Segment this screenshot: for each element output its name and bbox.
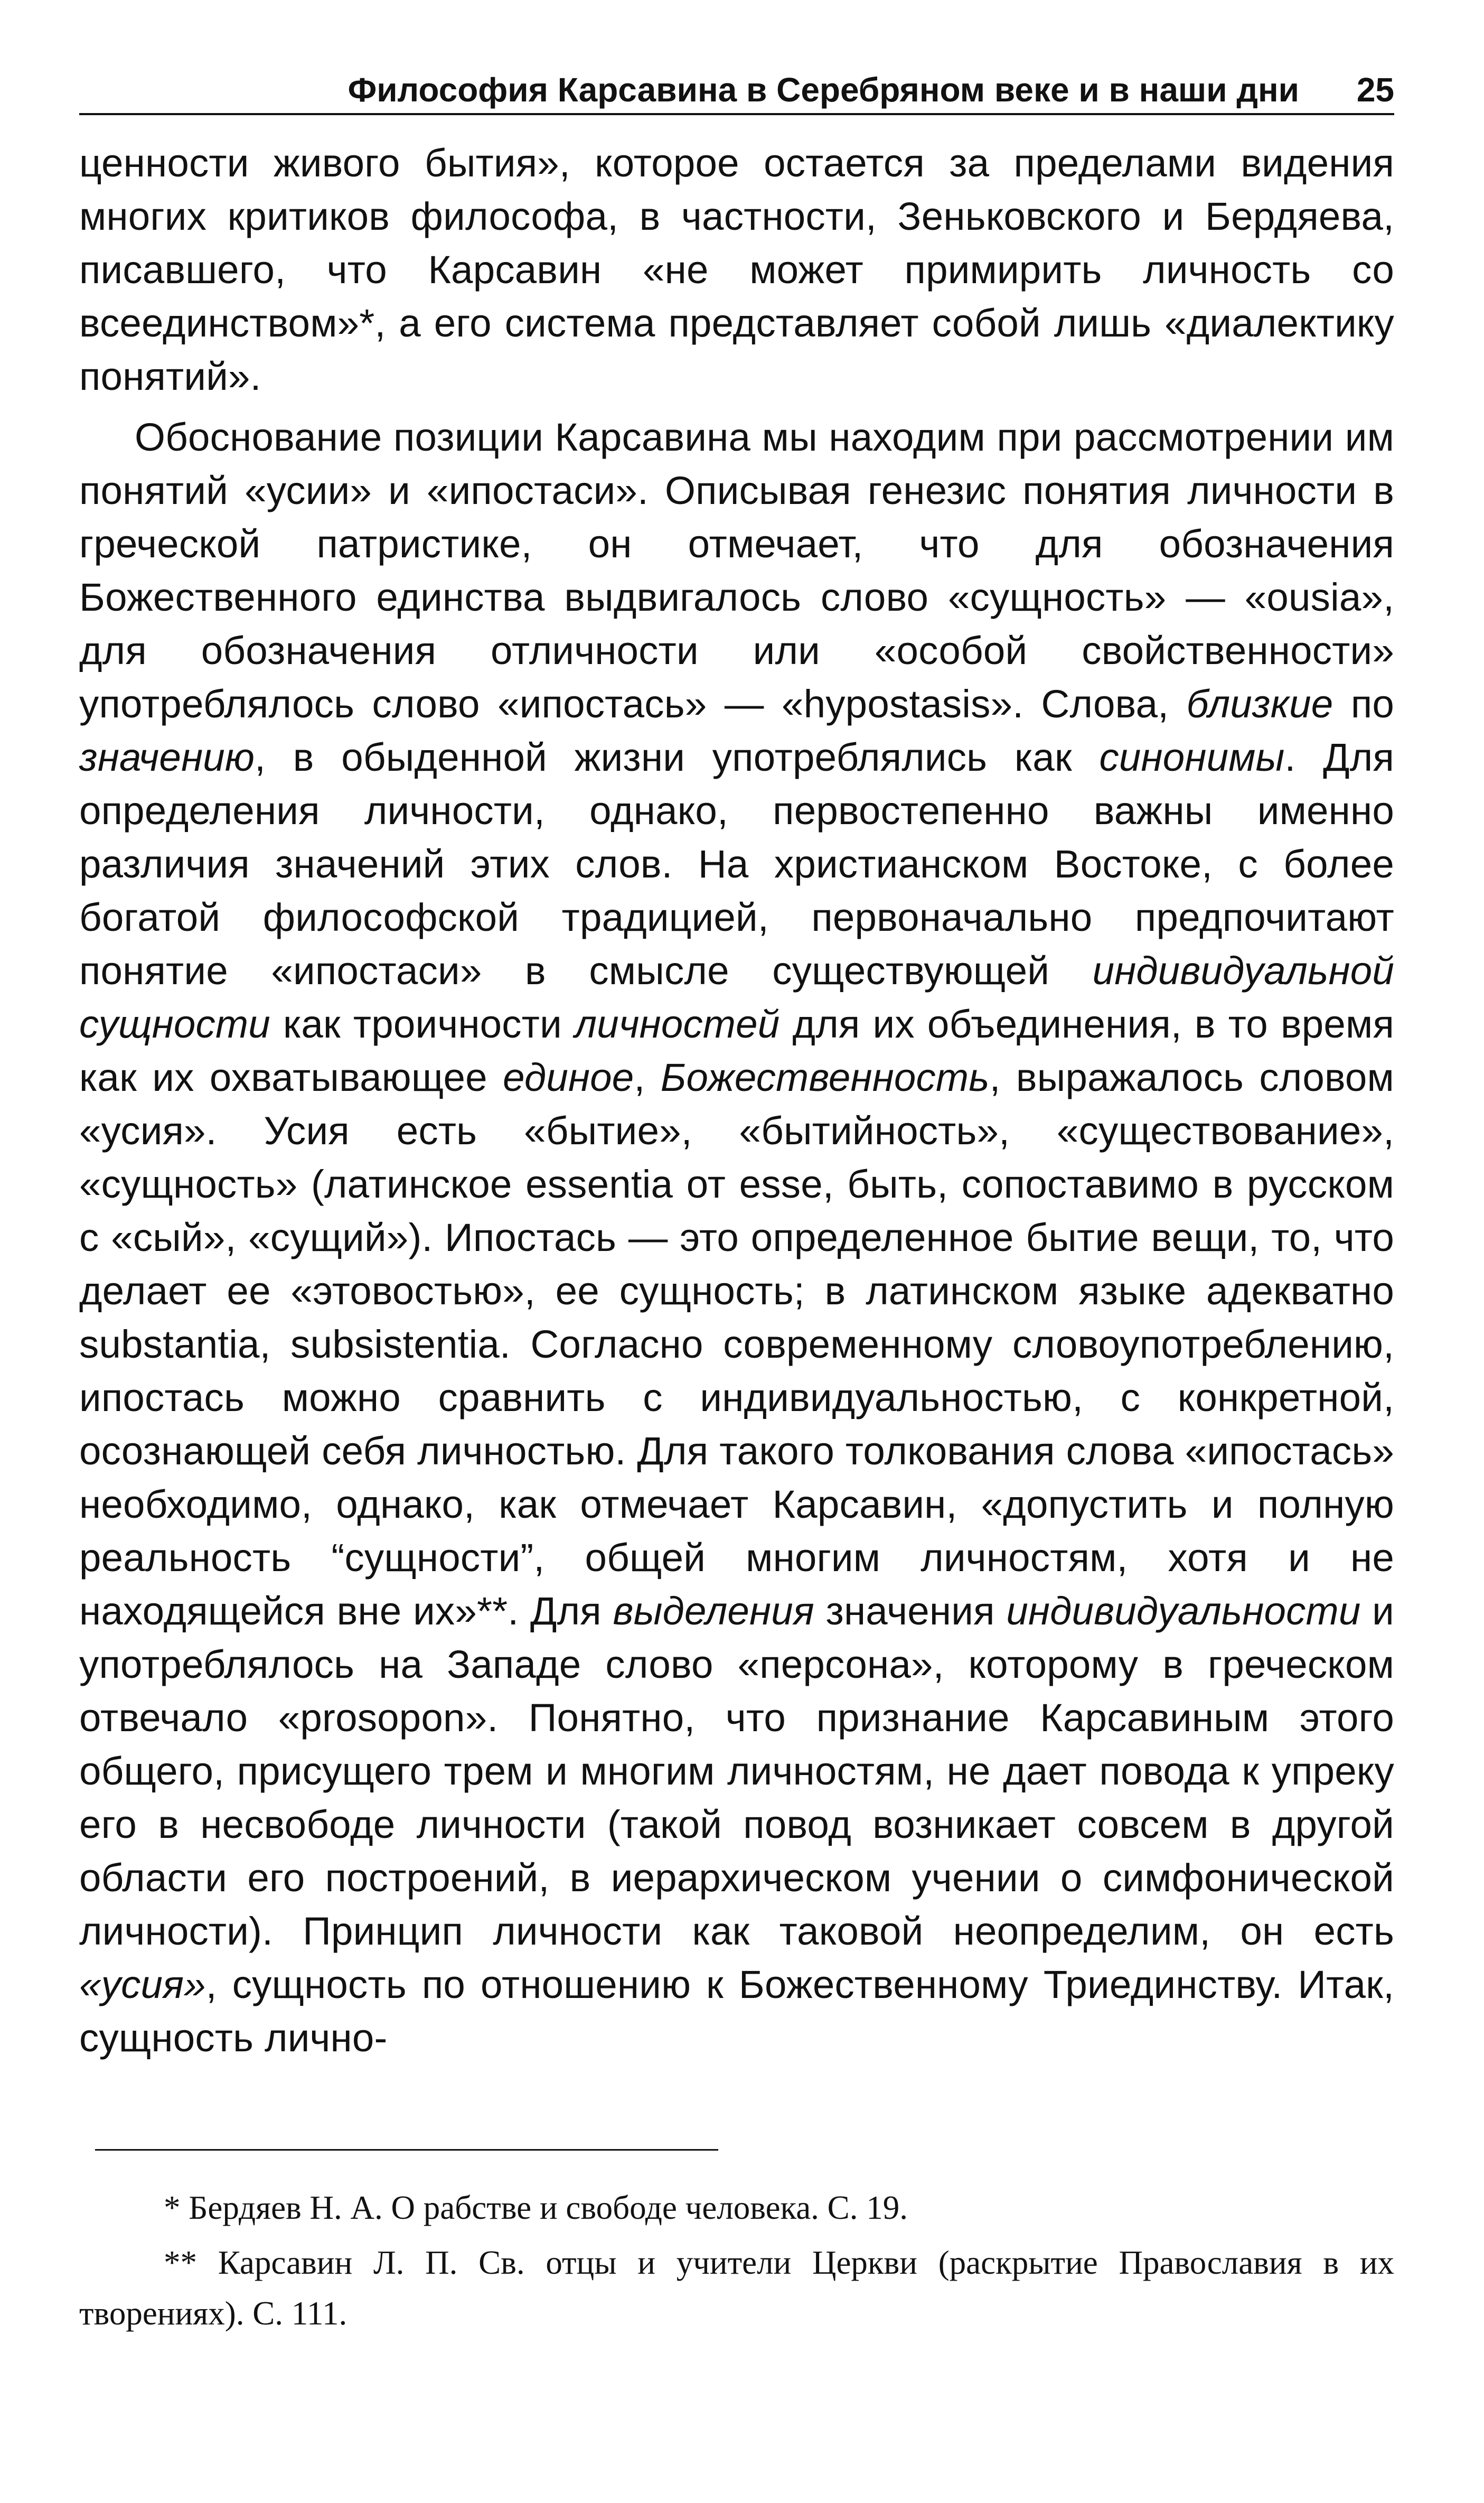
body-text [79, 136, 1394, 2065]
text-run: , в обыденной жизни употреблялись как [255, 735, 1100, 779]
footnote-rule [95, 2149, 718, 2151]
running-header [79, 58, 1394, 116]
text-run: и употреблялось на Западе слово «персона», которому в греческом отвечало «prosopon». Понятно, что признание Карсавиным этого общего, присущего трем и многим личностям, не дает повода к упреку его в несвободе личности (такой повод возникает совсем в другой области его построений, в иерархическом учении о симфонической личности). Принцип личности как таковой неопределим, он есть [79, 1589, 1394, 1953]
text-run: значения [814, 1589, 1007, 1633]
footnote-2: ** Карсавин Л. П. Св. отцы и учители Церкви (раскрытие Православия в их творениях). С. 111. [79, 2244, 1394, 2332]
text-run: , выражалось словом «усия». Усия есть «бытие», «бытийность», «существование», «сущность» (латинское essentia от esse, быть, сопоставимо в русском с «сый», «сущий»). Ипостась — это определенное бытие вещи, то, что делает ее «этовостью», ее сущность; в латинском языке адекватно substantia, subsistentia. Согласно современному словоупотреблению, ипостась можно сравнить с индивидуальностью, с конкретной, осознающей себя личностью. Для такого толкования слова «ипостась» необходимо, однако, как отмечает Карсавин, «допустить и полную реальность “сущности”, общей многим личностям, хотя и не находящейся вне их»**. Для [79, 1056, 1394, 1633]
italic-term: синонимы [1099, 735, 1285, 779]
page-number: 25 [1356, 71, 1394, 109]
italic-term: личностей [575, 1002, 780, 1046]
text-run: , [634, 1056, 661, 1099]
text-run: как троичности [270, 1002, 575, 1046]
italic-term: значению [79, 735, 255, 779]
italic-term: «усия» [79, 1963, 206, 2006]
text-run: , сущность по отношению к Божественному Триединству. Итак, сущность лично- [79, 1963, 1394, 2060]
book-page [79, 58, 1394, 2339]
italic-term: индивидуальности [1006, 1589, 1361, 1633]
italic-term: выделения [613, 1589, 814, 1633]
text-run: для их объединения, в то время как их охватывающее [79, 1002, 1394, 1099]
running-title: Философия Карсавина в Серебряном веке и в наши дни [347, 71, 1299, 109]
text-run: Обоснование позиции Карсавина мы находим при рассмотрении им понятий «усии» и «ипостаси». Описывая генезис понятия личности в греческой патристике, он отмечает, что для обозначения Божественного единства выдвигалось слово «сущность» — «ousia», для обозначения отличности или «особой свойственности» употреблялось слово «ипостась» — «hypostasis». Слова, [79, 415, 1394, 726]
italic-term: единое [503, 1056, 634, 1099]
footnote-1: * Бердяев Н. А. О рабстве и свободе человека. С. 19. [164, 2189, 908, 2226]
italic-term: близкие [1186, 682, 1333, 726]
text-run: по [1333, 682, 1394, 726]
paragraph-2 [79, 410, 1394, 2065]
paragraph-1: ценности живого бытия», которое остается за пределами видения многих критиков философа, в частности, Зеньковского и Бердяева, писавшего, что Карсавин «не может примирить личность со всеединством»*, а его система представляет собой лишь «диалектику понятий». [79, 141, 1394, 398]
text-run: . Для определения личности, однако, первостепенно важны именно различия значений этих слов. На христианском Востоке, с более богатой философской традицией, первоначально предпочитают понятие «ипостаси» в смысле существующей [79, 735, 1395, 993]
header-rule [79, 113, 1394, 115]
footnotes [79, 2182, 1394, 2339]
italic-term: индивидуальной сущности [79, 949, 1394, 1046]
italic-term: Божественность [660, 1056, 990, 1099]
